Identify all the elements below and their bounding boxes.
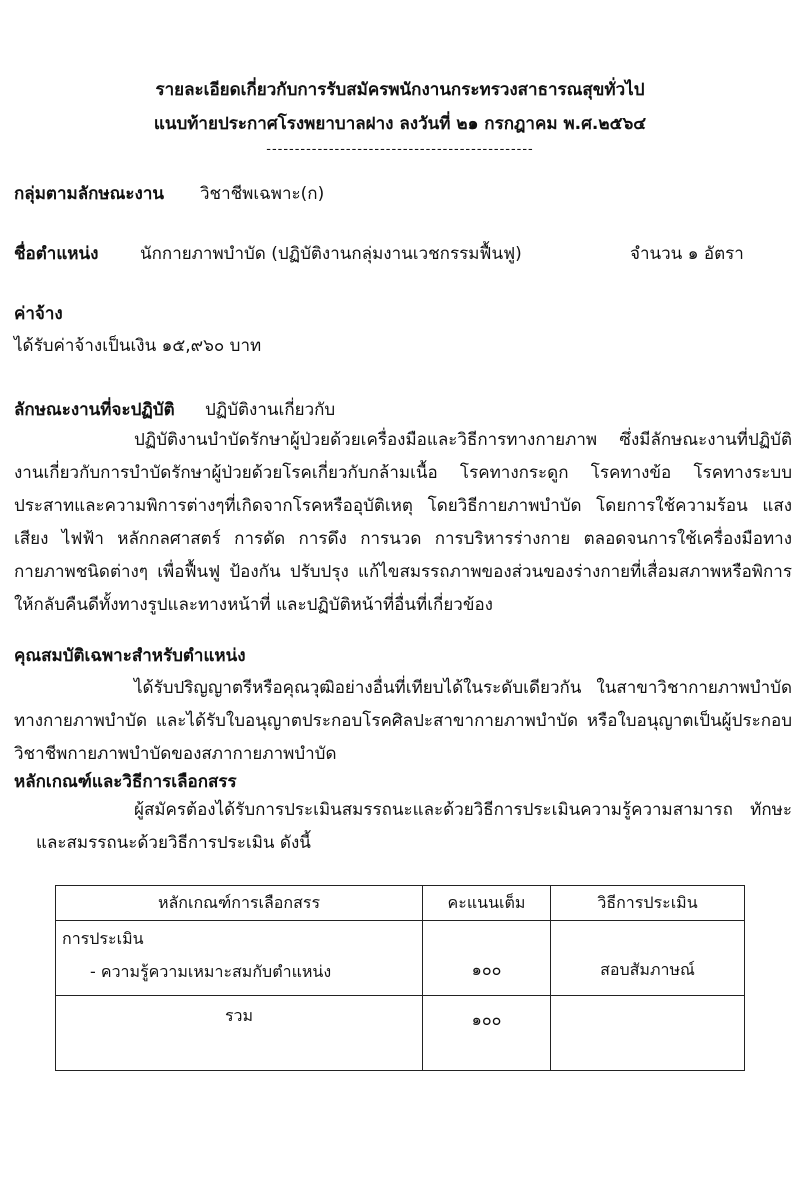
document-subtitle: แนบท้ายประกาศโรงพยาบาลฝาง ลงวันที่ ๒๑ กรกฎาคม พ.ศ.๒๕๖๔ (153, 114, 647, 134)
table-header: หลักเกณฑ์การเลือกสรร (56, 886, 423, 921)
qualification-text: ได้รับปริญญาตรีหรือคุณวุฒิอย่างอื่นที่เทียบได้ในระดับเดียวกัน ในสาขาวิชากายภาพบำบัดทางกายภาพบำบัด และได้รับใบอนุญาตประกอบโรคศิลปะสาขากายภาพบำบัด หรือใบอนุญาตเป็นผู้ประกอบวิชาชีพกายภาพบำบัดของสภากายภาพบำบัด (14, 678, 792, 764)
selection-text: ผู้สมัครต้องได้รับการประเมินสมรรถนะและด้วยวิธีการประเมินความรู้ความสามารถ ทักษะ และสมรรถนะด้วยวิธีการประเมิน ดังนี้ (36, 800, 792, 853)
table-header-row (56, 886, 745, 921)
selection-label: หลักเกณฑ์และวิธีการเลือกสรร (14, 772, 237, 792)
position-value: นักกายภาพบำบัด (ปฏิบัติงานกลุ่มงานเวชกรรมฟื้นฟู) (140, 244, 522, 264)
position-count: จำนวน ๑ อัตรา (630, 244, 744, 264)
wage-value: ได้รับค่าจ้างเป็นเงิน ๑๕,๙๖๐ บาท (14, 336, 262, 356)
position-label: ชื่อตำแหน่ง (14, 244, 99, 264)
qualification-label: คุณสมบัติเฉพาะสำหรับตำแหน่ง (14, 646, 246, 666)
table-header: คะแนนเต็ม (423, 886, 551, 921)
selection-criteria-table (55, 885, 745, 1071)
table-cell (551, 996, 745, 1071)
table-cell: ๑๐๐ (423, 996, 551, 1071)
duties-intro: ปฏิบัติงานเกี่ยวกับ (205, 400, 336, 420)
table-cell: รวม (56, 996, 423, 1071)
group-label: กลุ่มตามลักษณะงาน (14, 184, 164, 204)
table-cell: สอบสัมภาษณ์ (551, 921, 745, 996)
table-cell (56, 921, 423, 996)
document-title: รายละเอียดเกี่ยวกับการรับสมัครพนักงานกระทรวงสาธารณสุขทั่วไป (155, 80, 645, 100)
table-row (56, 921, 745, 996)
criteria-item: - ความรู้ความเหมาะสมกับตำแหน่ง (90, 962, 332, 981)
duties-label: ลักษณะงานที่จะปฏิบัติ (14, 400, 175, 420)
criteria-group: การประเมิน (62, 929, 144, 948)
table-header: วิธีการประเมิน (551, 886, 745, 921)
title-divider: ----------------------------------------------- (266, 142, 534, 157)
wage-label: ค่าจ้าง (14, 304, 63, 324)
table-cell: ๑๐๐ (423, 921, 551, 996)
duties-text: ปฏิบัติงานบำบัดรักษาผู้ป่วยด้วยเครื่องมือและวิธีการทางกายภาพ ซึ่งมีลักษณะงานที่ปฏิบัติงานเกี่ยวกับการบำบัดรักษาผู้ป่วยด้วยโรคเกี่ยวกับกล้ามเนื้อ โรคทางกระดูก โรคทางข้อ โรคทางระบบประสาทและความพิการต่างๆที่เกิดจากโรคหรืออุบัติเหตุ โดยวิธีกายภาพบำบัด โดยการใช้ความร้อน แสง เสียง ไฟฟ้า หลักกลศาสตร์ การดัด การดึง การนวด การบริหารร่างกาย ตลอดจนการใช้เครื่องมือทางกายภาพชนิดต่างๆ เพื่อฟื้นฟู ป้องกัน ปรับปรุง แก้ไขสมรรถภาพของส่วนของร่างกายที่เสื่อมสภาพหรือพิการให้กลับคืนดีทั้งทางรูปและทางหน้าที่ และปฏิบัติหน้าที่อื่นที่เกี่ยวข้อง (14, 430, 792, 615)
group-value: วิชาชีพเฉพาะ(ก) (200, 184, 325, 204)
table-row (56, 996, 745, 1071)
